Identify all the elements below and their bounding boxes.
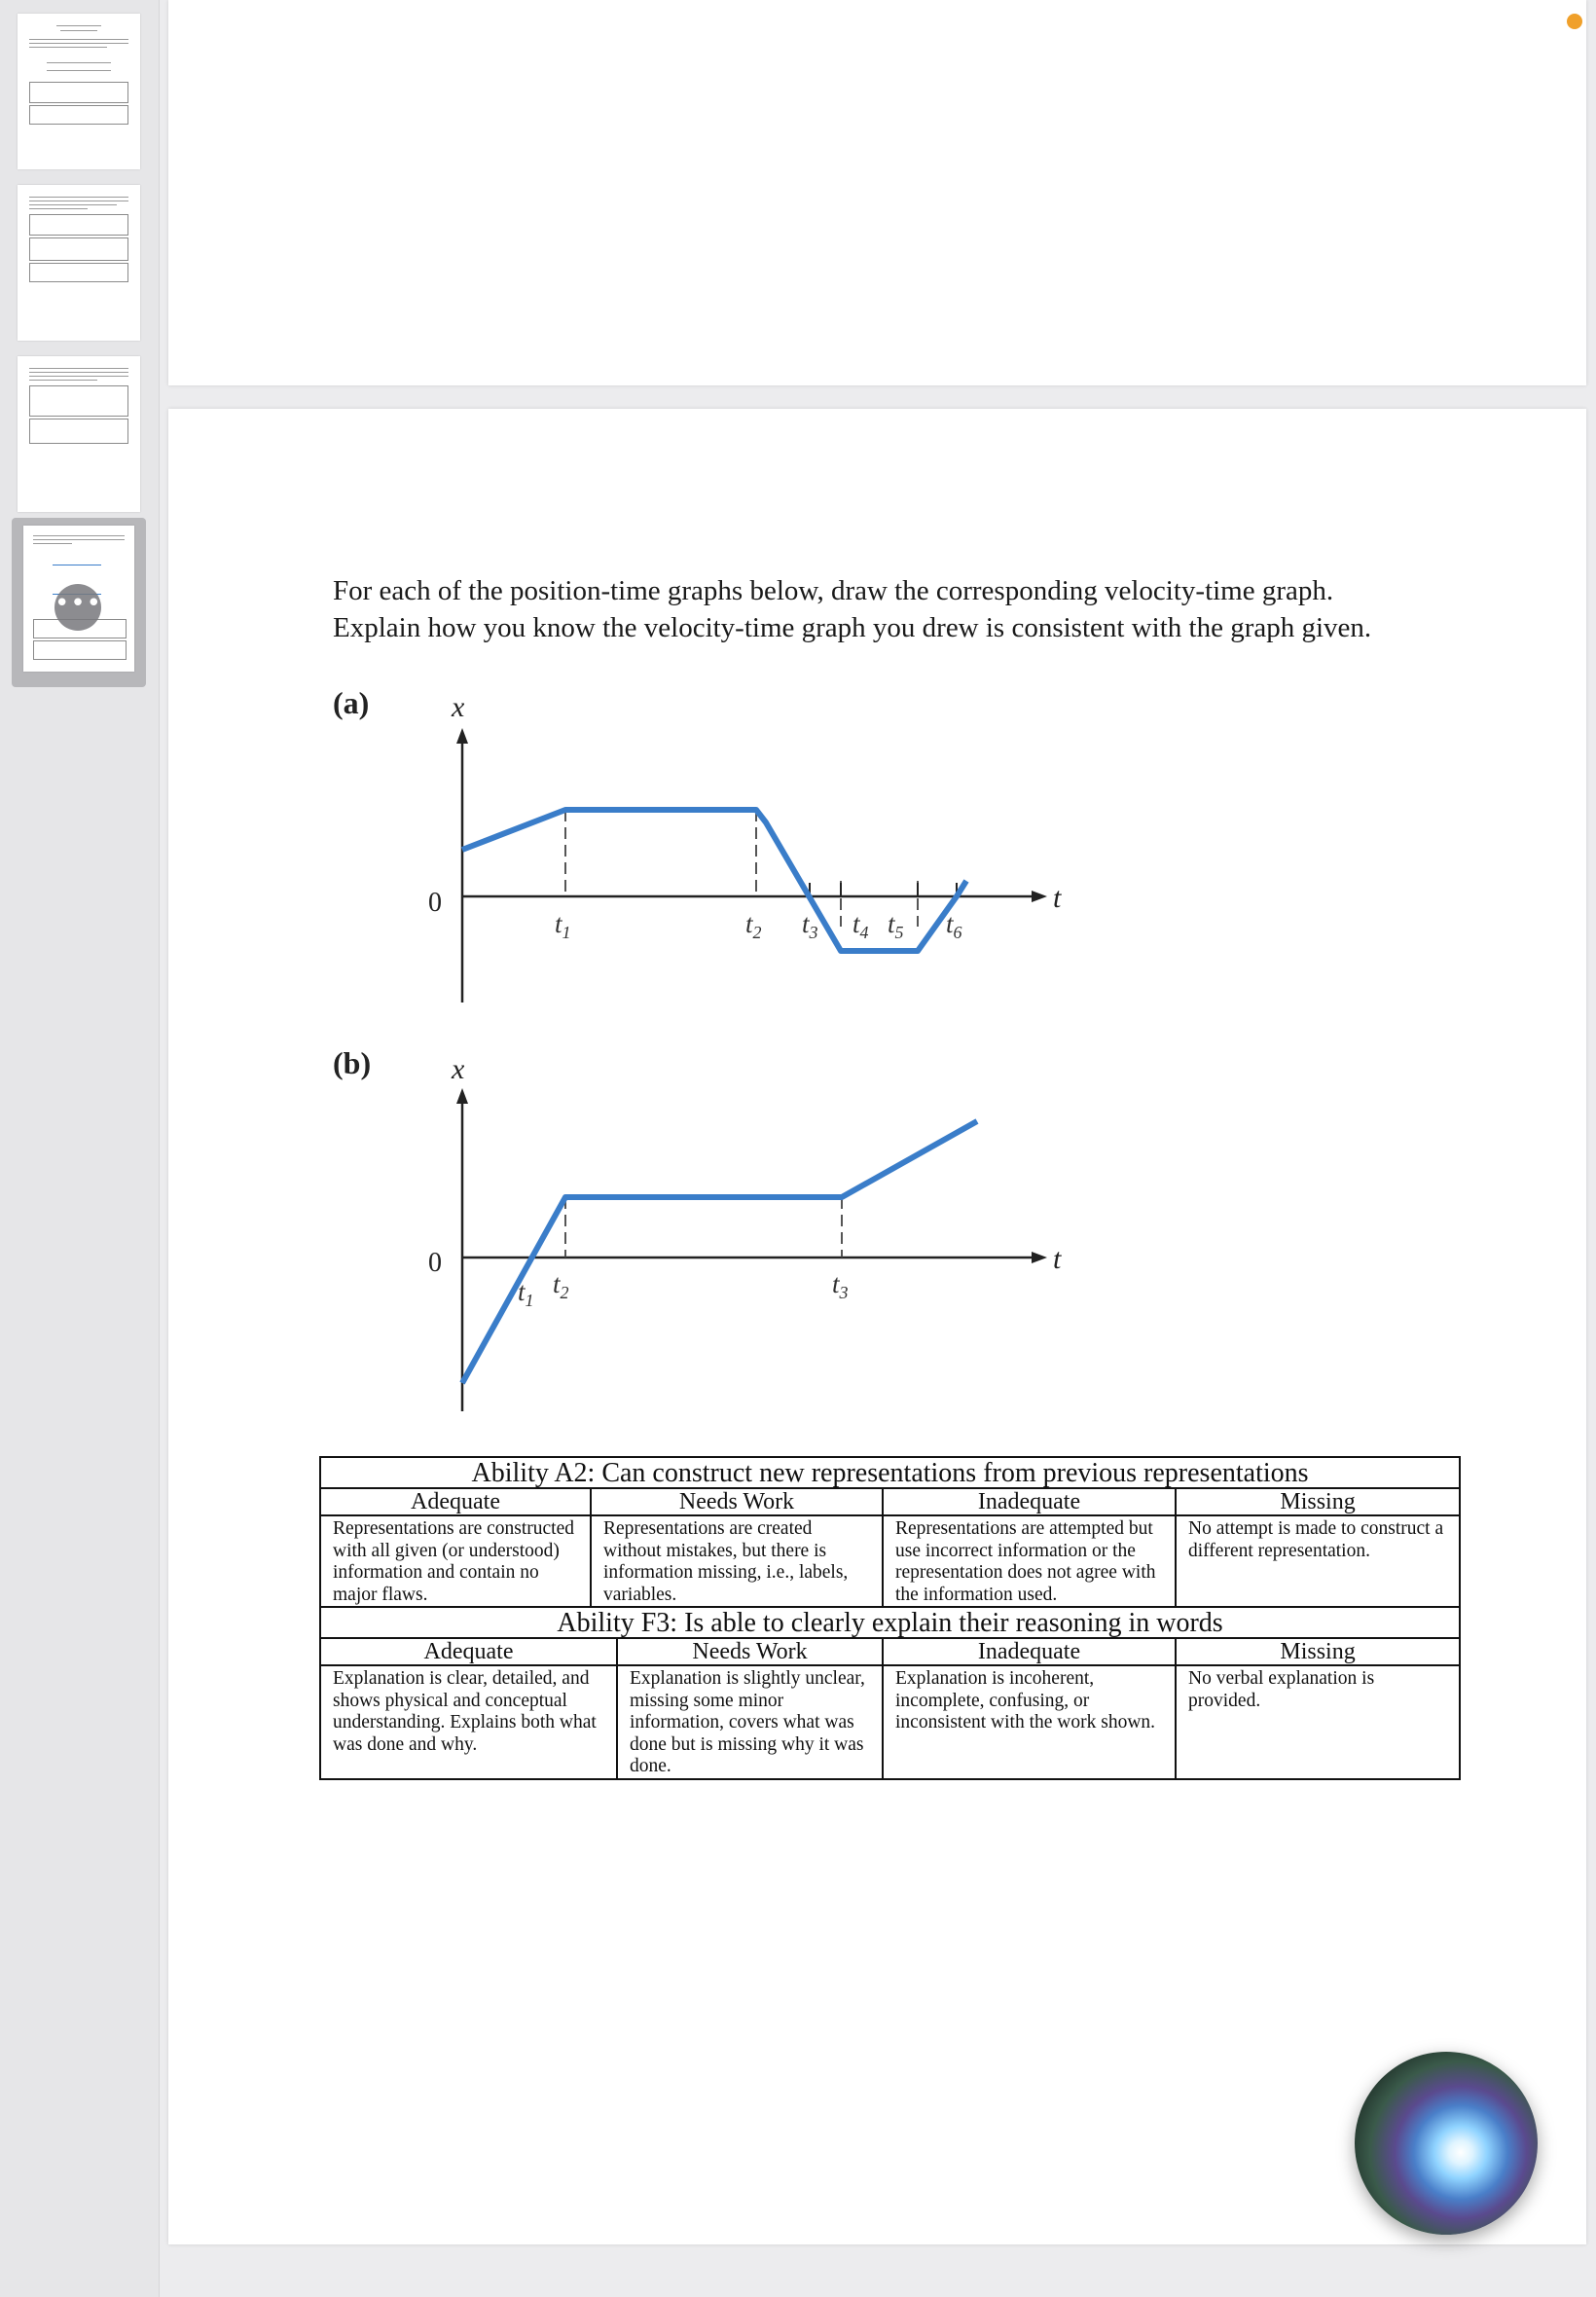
- graph-b-y-label: x: [452, 1053, 465, 1085]
- page-thumbnail-1[interactable]: [18, 14, 140, 169]
- rubric-f3-levels-row: [320, 1638, 1460, 1665]
- thumbnail-sidebar: [0, 0, 160, 2297]
- graph-a-label: (a): [333, 685, 370, 720]
- rubric-a2-title-row: [320, 1457, 1460, 1488]
- rubric-f3-title-row: [320, 1607, 1460, 1638]
- siri-orb-button[interactable]: [1355, 2052, 1538, 2235]
- ability-a2-title: Ability A2: Can construct new representations from previous representations: [320, 1457, 1460, 1488]
- a2-level-needs-work: Needs Work: [591, 1488, 883, 1515]
- rubric-a2-desc-row: [320, 1515, 1460, 1607]
- graph-b-tick-t1: $t_1$: [518, 1277, 534, 1310]
- graph-a-origin: 0: [428, 888, 442, 918]
- f3-desc-adequate: Explanation is clear, detailed, and shows physical and conceptual understanding. Explains both what was done and why.: [320, 1665, 617, 1779]
- f3-level-inadequate: Inadequate: [883, 1638, 1176, 1665]
- f3-level-missing: Missing: [1176, 1638, 1460, 1665]
- previous-page: [168, 0, 1586, 385]
- a2-level-inadequate: Inadequate: [883, 1488, 1176, 1515]
- graph-a-x-label: t: [1053, 882, 1062, 914]
- a2-level-missing: Missing: [1176, 1488, 1460, 1515]
- rubric-f3-desc-row: [320, 1665, 1460, 1779]
- a2-level-adequate: Adequate: [320, 1488, 591, 1515]
- a2-desc-needs-work: Representations are created without mistakes, but there is information missing, i.e., labels, variables.: [591, 1515, 883, 1607]
- a2-desc-adequate: Representations are constructed with all given (or understood) information and contain no major flaws.: [320, 1515, 591, 1607]
- page-thumbnail-3[interactable]: [18, 356, 140, 512]
- orange-indicator-dot: [1567, 14, 1582, 29]
- f3-desc-needs-work: Explanation is slightly unclear, missing some minor information, covers what was done but is missing why it was done.: [617, 1665, 883, 1779]
- page-thumbnail-2[interactable]: [18, 185, 140, 341]
- f3-desc-inadequate: Explanation is incoherent, incomplete, confusing, or inconsistent with the work shown.: [883, 1665, 1176, 1779]
- f3-level-needs-work: Needs Work: [617, 1638, 883, 1665]
- graph-b-tick-t2: $t_2$: [553, 1269, 569, 1302]
- graph-a-tick-t1: $t_1$: [555, 909, 571, 942]
- f3-level-adequate: Adequate: [320, 1638, 617, 1665]
- graph-b-x-label: t: [1053, 1243, 1062, 1275]
- graph-a-tick-t4: $t_4$: [852, 909, 869, 942]
- current-page: [168, 409, 1586, 2244]
- instructions-text: For each of the position-time graphs below, draw the corresponding velocity-time graph. Explain how you know the velocity-time graph you drew is consistent with the graph given.: [333, 575, 1372, 643]
- a2-desc-inadequate: Representations are attempted but use incorrect information or the representation does not agree with the information used.: [883, 1515, 1176, 1607]
- graph-a-tick-t5: $t_5$: [888, 909, 904, 942]
- f3-desc-missing: No verbal explanation is provided.: [1176, 1665, 1460, 1779]
- rubric-a2-levels-row: [320, 1488, 1460, 1515]
- graph-a-tick-t3: $t_3$: [802, 909, 818, 942]
- more-options-button[interactable]: •••: [54, 584, 101, 631]
- a2-desc-missing: No attempt is made to construct a different representation.: [1176, 1515, 1460, 1607]
- ability-f3-title: Ability F3: Is able to clearly explain their reasoning in words: [320, 1607, 1460, 1638]
- graph-b-tick-t3: $t_3$: [832, 1269, 849, 1302]
- rubric-table: [319, 1456, 1461, 1780]
- graph-a-tick-t2: $t_2$: [745, 909, 762, 942]
- graph-b-origin: 0: [428, 1248, 442, 1278]
- graph-a-tick-t6: $t_6$: [946, 909, 962, 942]
- graph-a-y-label: x: [452, 691, 465, 723]
- graph-b-label: (b): [333, 1045, 372, 1080]
